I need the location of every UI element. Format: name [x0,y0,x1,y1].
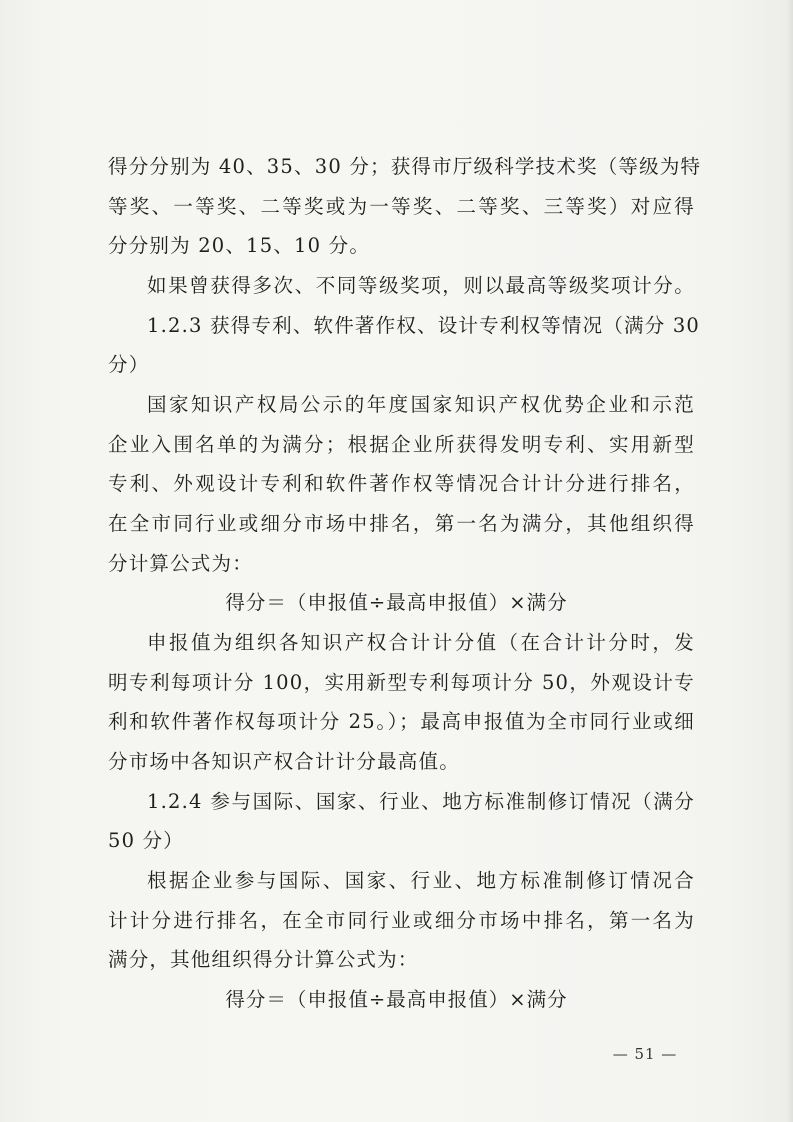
text-line: 分市场中各知识产权合计计分最高值。 [108,750,460,773]
text-line: 分分别为 20、15、10 分。 [108,234,371,257]
text-line: 专利、外观设计专利和软件著作权等情况合计计分进行排名， [108,472,695,495]
scan-edge [787,0,793,1122]
section-heading: 1.2.4 参与国际、国家、行业、地方标准制修订情况（满分 [147,790,695,813]
paragraph-line: 申报值为组织各知识产权合计计分值（在合计计分时，发 [147,631,695,654]
paragraph-line: 根据企业参与国际、国家、行业、地方标准制修订情况合 [147,869,695,892]
score-formula: 得分＝（申报值÷最高申报值）×满分 [225,591,568,614]
paragraph-line: 如果曾获得多次、不同等级奖项，则以最高等级奖项计分。 [147,274,695,297]
text-line: 企业入围名单的为满分；根据企业所获得发明专利、实用新型 [108,433,695,456]
text-line: 利和软件著作权每项计分 25。）；最高申报值为全市同行业或细 [108,710,695,733]
section-heading: 1.2.3 获得专利、软件著作权、设计专利权等情况（满分 30 [147,314,701,337]
section-heading-continuation: 50 分） [108,829,185,852]
text-line: 计计分进行排名，在全市同行业或细分市场中排名，第一名为 [108,909,695,932]
text-line: 明专利每项计分 100，实用新型专利每项计分 50，外观设计专 [108,671,695,694]
score-formula: 得分＝（申报值÷最高申报值）×满分 [225,988,568,1011]
text-line: 等奖、一等奖、二等奖或为一等奖、二等奖、三等奖）对应得 [108,195,695,218]
paragraph-line: 国家知识产权局公示的年度国家知识产权优势企业和示范 [147,393,695,416]
text-line: 得分分别为 40、35、30 分；获得市厅级科学技术奖（等级为特 [108,155,702,178]
text-line: 分计算公式为： [108,552,253,575]
text-line: 在全市同行业或细分市场中排名，第一名为满分，其他组织得 [108,512,695,535]
page-number: — 51 — [612,1045,678,1063]
section-heading-continuation: 分） [108,353,150,376]
text-line: 满分，其他组织得分计算公式为： [108,948,419,971]
